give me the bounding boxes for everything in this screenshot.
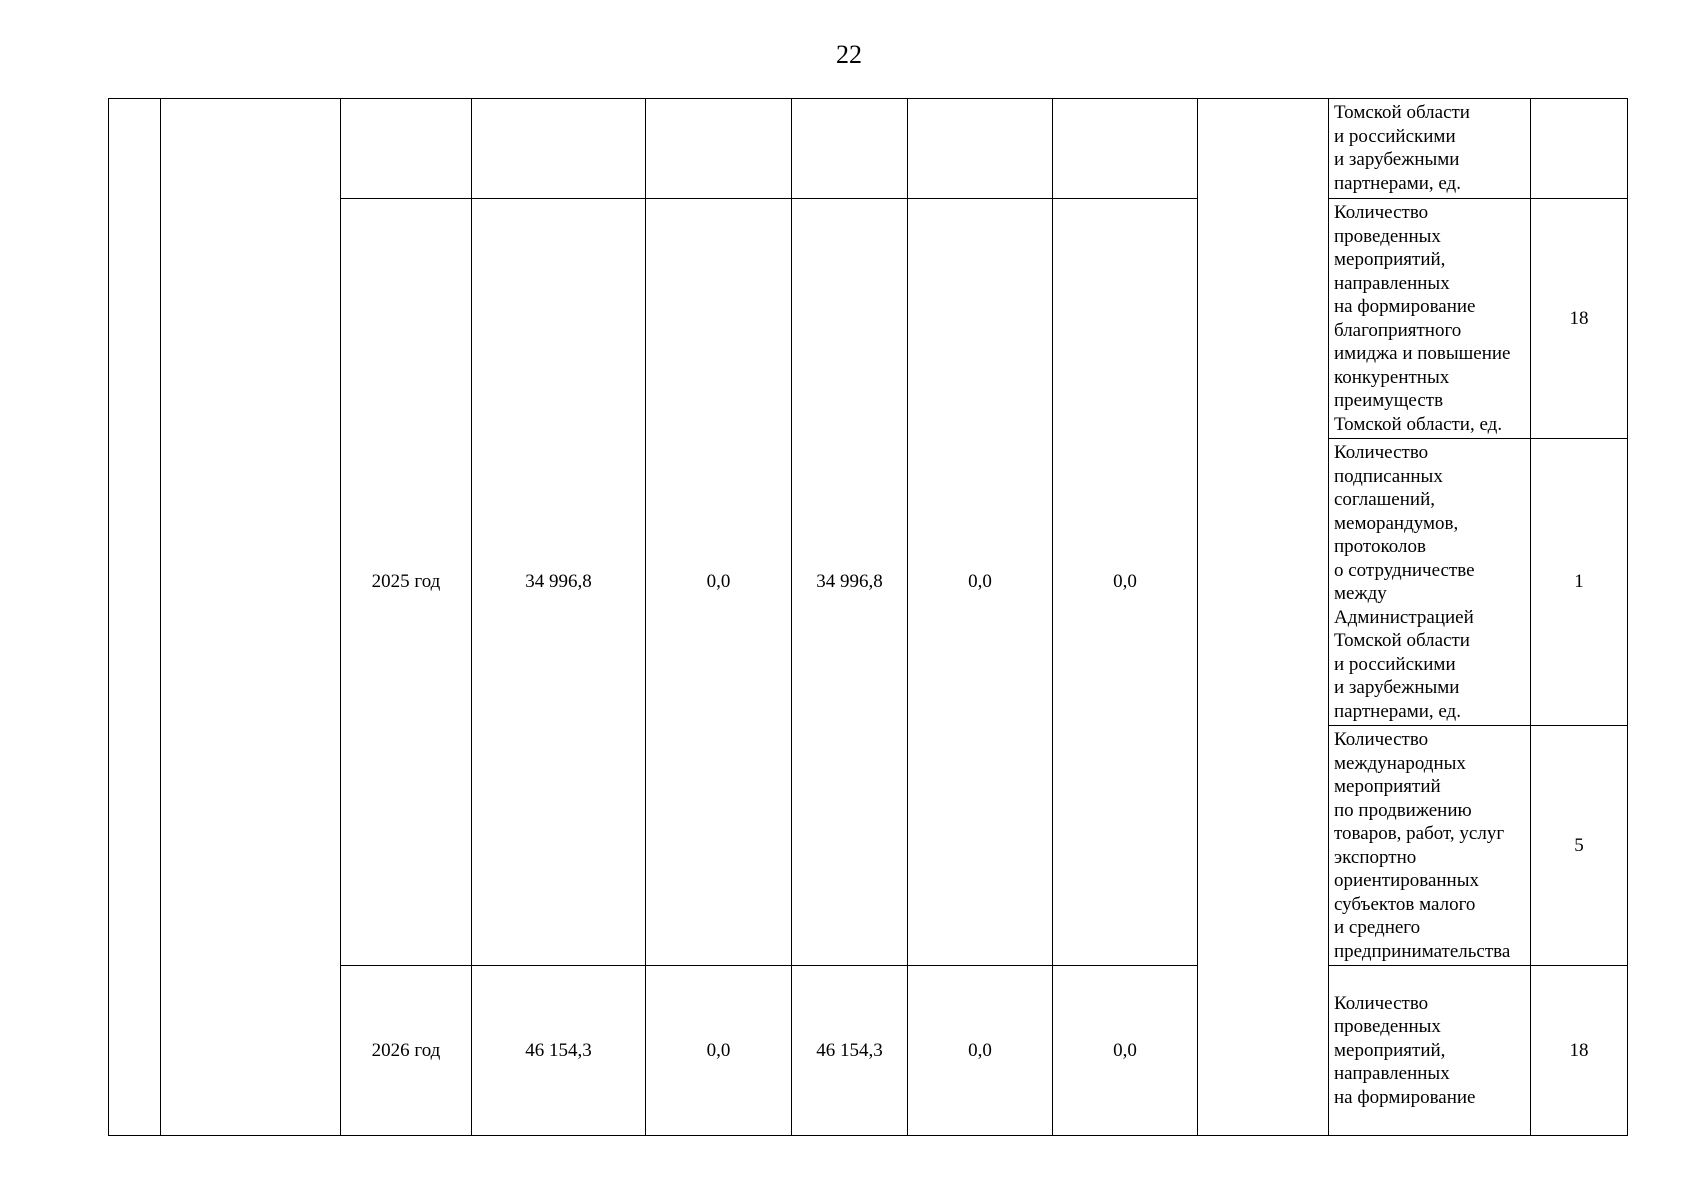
indicator-value-cell: 18 [1531,966,1628,1136]
regional-budget-cell: 46 154,3 [792,966,908,1136]
other-sources-cell: 0,0 [1053,966,1198,1136]
year-cell [341,99,472,199]
indicator-name-cell: Томской области и российскими и зарубежными партнерами, ед. [1329,99,1531,199]
indicator-name-cell: Количество международных мероприятий по продвижению товаров, работ, услуг экспортно ориентированных субъектов малого и среднего предпринимательства [1329,726,1531,966]
federal-budget-cell [646,99,792,199]
other-sources-cell: 0,0 [1053,199,1198,966]
federal-budget-cell: 0,0 [646,199,792,966]
total-cell: 46 154,3 [472,966,646,1136]
year-cell: 2026 год [341,966,472,1136]
executor-cell [1198,99,1329,1136]
indicator-value-cell: 1 [1531,439,1628,726]
indicator-name-cell: Количество подписанных соглашений, меморандумов, протоколов о сотрудничестве между Администрацией Томской области и российскими и зарубежными партнерами, ед. [1329,439,1531,726]
total-cell: 34 996,8 [472,199,646,966]
regional-budget-cell [792,99,908,199]
task-name-cell [161,99,341,1136]
local-budget-cell: 0,0 [908,966,1053,1136]
indicator-value-cell: 18 [1531,199,1628,439]
indicator-name-cell [1329,966,1531,1136]
local-budget-cell: 0,0 [908,199,1053,966]
local-budget-cell [908,99,1053,199]
page-number: 22 [836,40,862,69]
indicator-value-cell: 5 [1531,726,1628,966]
row-number-cell [109,99,161,1136]
indicator-name-text: Количество проведенных мероприятий, направленных на формирование [1334,992,1476,1108]
indicator-name-cell: Количество проведенных мероприятий, направленных на формирование благоприятного имиджа и повышение конкурентных преимуществ Томской области, ед. [1329,199,1531,439]
table-row [109,99,1628,199]
indicator-value-cell [1531,99,1628,199]
year-cell: 2025 год [341,199,472,966]
total-cell [472,99,646,199]
federal-budget-cell: 0,0 [646,966,792,1136]
budget-table [108,98,1628,1136]
regional-budget-cell: 34 996,8 [792,199,908,966]
other-sources-cell [1053,99,1198,199]
